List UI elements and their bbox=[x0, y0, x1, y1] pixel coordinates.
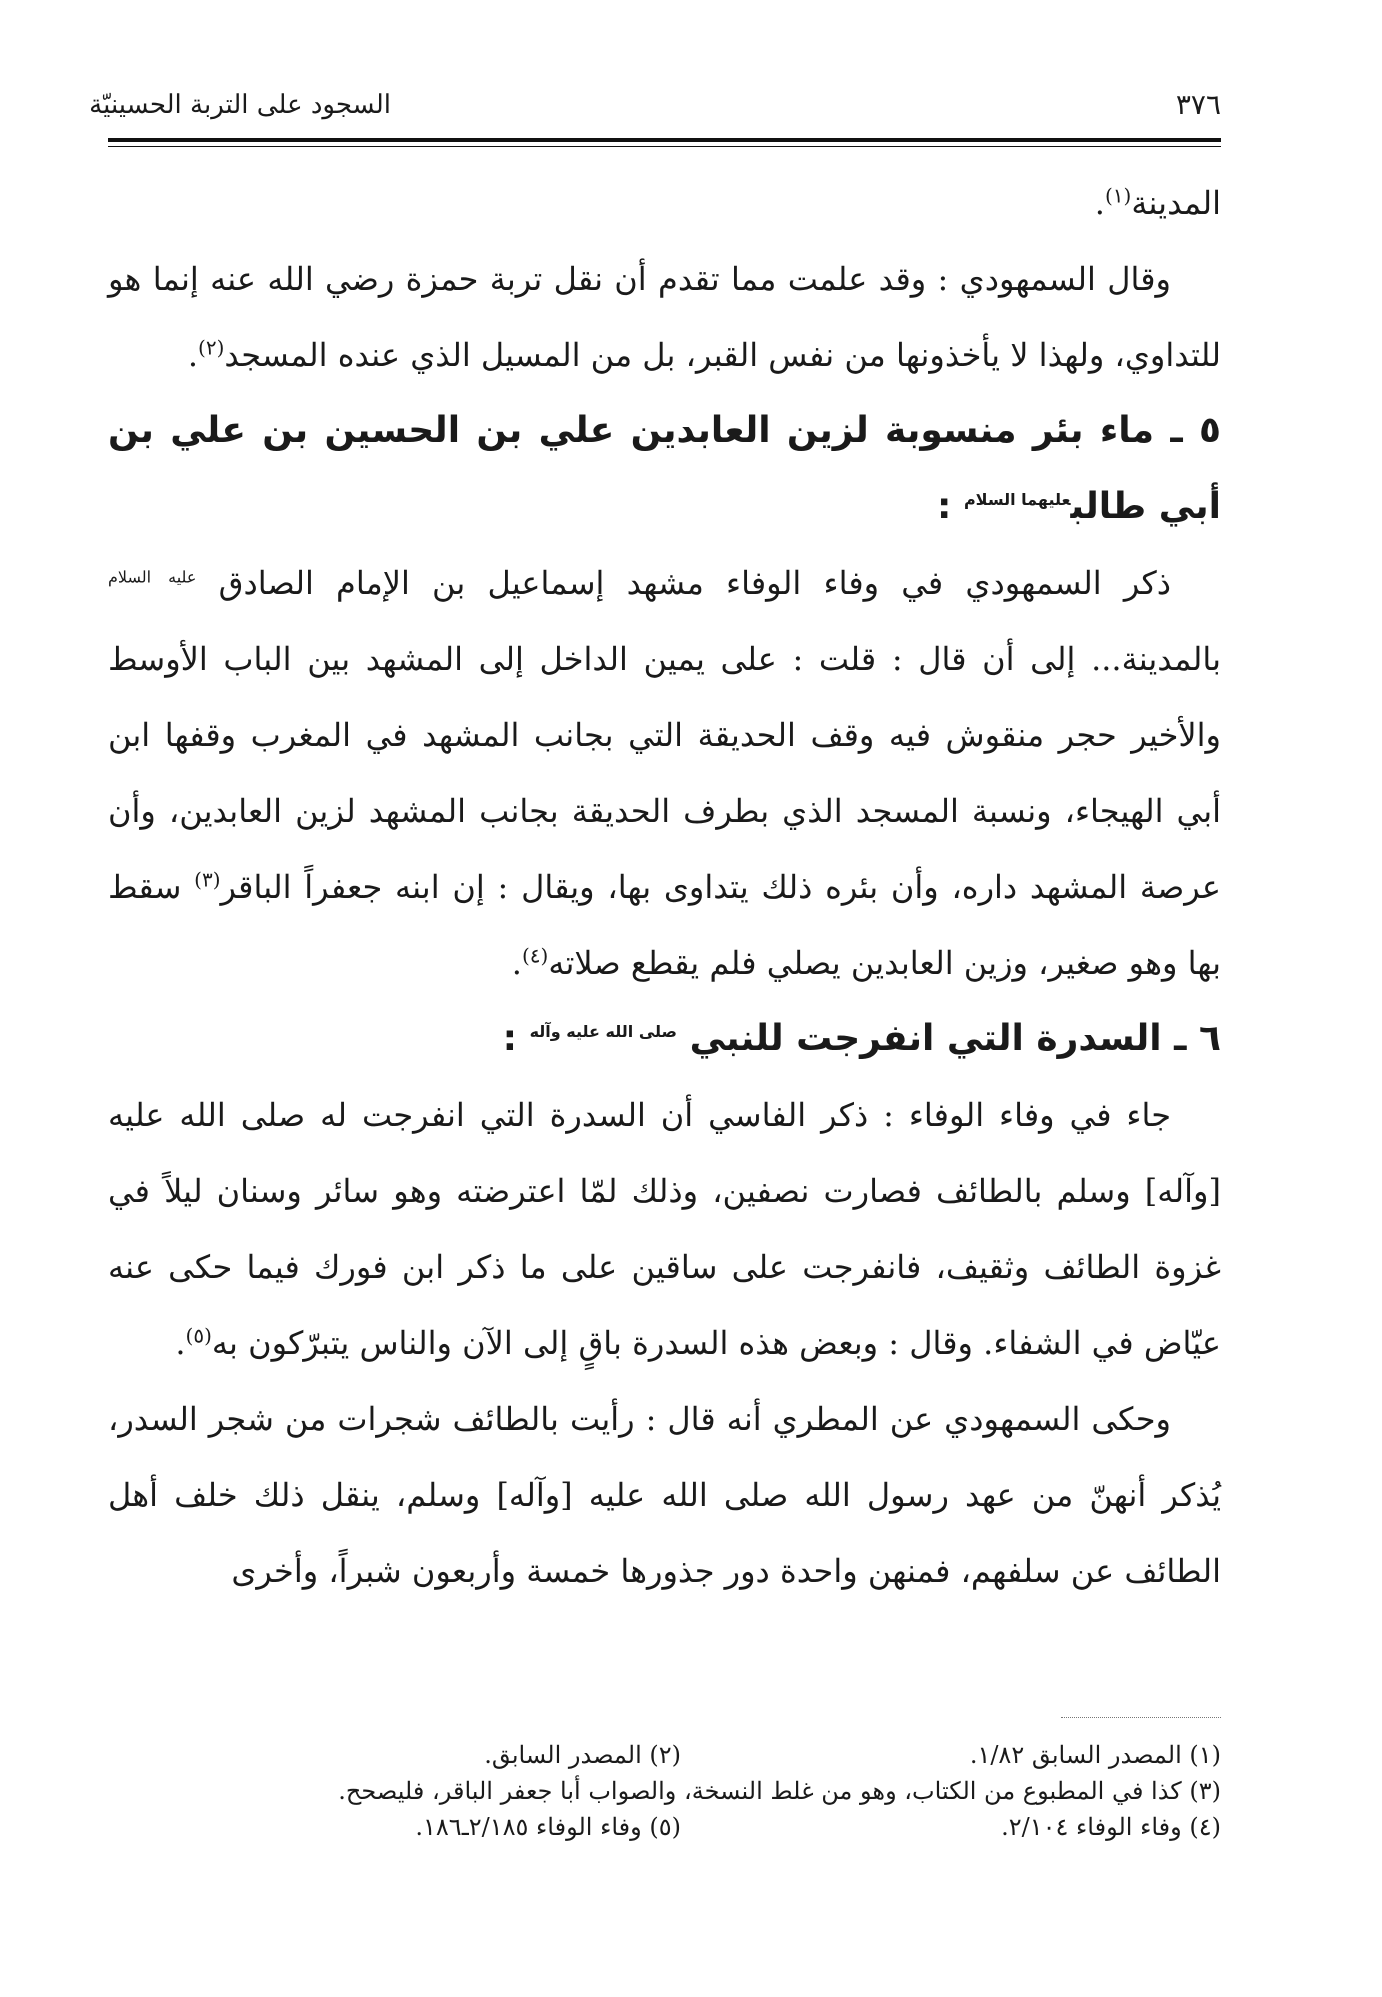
paragraph-1: المدينة$^{(١)}$. bbox=[1094, 183, 1221, 222]
footnote-3: (٣) كذا في المطبوع من الكتاب، وهو من غلط النسخة، والصواب أبا جعفر الباقر، فليصحح. bbox=[338, 1777, 1221, 1805]
footnote-ref: (٤) bbox=[521, 943, 549, 968]
footnote-2: (٢) المصدر السابق. bbox=[484, 1741, 681, 1769]
footnote-ref: (٣) bbox=[194, 867, 221, 892]
footnote-ref: (٥) bbox=[185, 1323, 212, 1348]
paragraph-3: ذكر السمهودي في وفاء الوفاء مشهد إسماعيل بن الإمام الصادق $^{عليه السلام}$ بالمدينة... إلى أن قال : قلت : على يمين الداخل إلى المشهد بين الباب الأوسط والأخير حجر منقوش فيه وقف الحديقة التي بجانب المشهد في المغرب وقفها ابن أبي الهيجاء، ونسبة المسجد الذي بطرف الحديقة بجانب المشهد لزين العابدين، وأن عرصة المشهد داره، وأن بئره ذلك يتداوى بها، ويقال : إن ابنه جعفراً الباقر$^{(٣)}$ سقط بها وهو صغير، وزين العابدين يصلي فلم يقطع صلاته$^{(٤)}$. bbox=[108, 564, 1222, 982]
header-rule-thick bbox=[108, 138, 1221, 142]
honorific-mark: عليه السلام bbox=[108, 567, 197, 587]
page-header bbox=[89, 80, 1221, 128]
paragraph-5: وحكى السمهودي عن المطري أنه قال : رأيت بالطائف شجرات من شجر السدر، يُذكر أنهنّ من عهد رسول الله صلى الله عليه [وآله] وسلم، ينقل ذلك خلف أهل الطائف عن سلفهم، فمنهن واحدة دور جذورها خمسة وأربعون شبراً، وأخرى bbox=[108, 1400, 1221, 1590]
footnote-5: (٥) وفاء الوفاء ٢/١٨٥ـ١٨٦. bbox=[415, 1813, 681, 1841]
footnote-separator bbox=[1061, 1717, 1221, 1718]
page-number: ٣٧٦ bbox=[1175, 88, 1221, 121]
main-text bbox=[108, 165, 1221, 1609]
footnote-4: (٤) وفاء الوفاء ٢/١٠٤. bbox=[1001, 1813, 1221, 1841]
honorific-mark: صلى الله عليه وآله bbox=[529, 1022, 678, 1041]
paragraph-2: وقال السمهودي : وقد علمت مما تقدم أن نقل تربة حمزة رضي الله عنه إنما هو للتداوي، ولهذا لا يأخذونها من نفس القبر، بل من المسيل الذي عنده المسجد$^{(٢)}$. bbox=[108, 260, 1221, 374]
footnote-ref: (٢) bbox=[198, 335, 225, 360]
footnote-row-2 bbox=[150, 1774, 1221, 1808]
footnote-row-1 bbox=[150, 1738, 1221, 1772]
header-rule-thin bbox=[108, 146, 1221, 147]
section-heading-5: ٥ ـ ماء بئر منسوبة لزين العابدين علي بن الحسين بن علي بن أبي طالب$^{عليهما السلام}$ : bbox=[108, 410, 1221, 527]
paragraph-4: جاء في وفاء الوفاء : ذكر الفاسي أن السدرة التي انفرجت له صلى الله عليه [وآله] وسلم بالطائف فصارت نصفين، وذلك لمّا اعترضته وهو سائر وسنان ليلاً في غزوة الطائف وثقيف، فانفرجت على ساقين على ما ذكر ابن فورك فيما حكى عنه عيّاض في الشفاء. وقال : وبعض هذه السدرة باقٍ إلى الآن والناس يتبرّكون به$^{(٥)}$. bbox=[108, 1096, 1221, 1362]
section-heading-6: ٦ ـ السدرة التي انفرجت للنبي $^{صلى الله عليه وآله}$ : bbox=[502, 1018, 1221, 1059]
footnote-row-3 bbox=[150, 1810, 1221, 1844]
honorific-mark: عليهما السلام bbox=[963, 490, 1071, 509]
footnote-1: (١) المصدر السابق ١/٨٢. bbox=[969, 1741, 1221, 1769]
footnote-ref: (١) bbox=[1104, 183, 1132, 208]
running-title: السجود على التربة الحسينيّة bbox=[89, 90, 391, 120]
